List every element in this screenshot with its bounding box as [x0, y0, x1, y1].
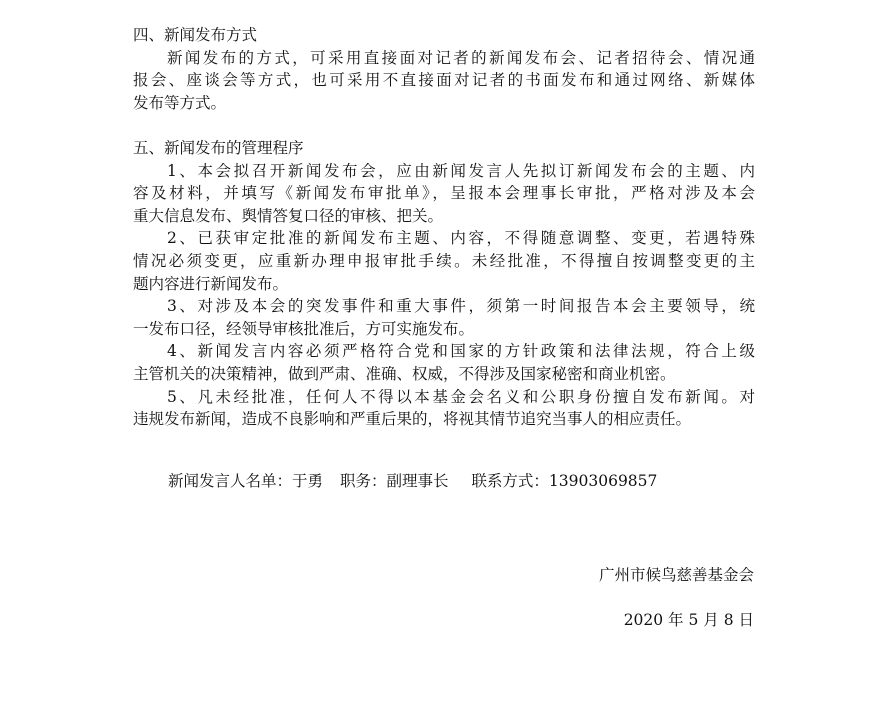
spacer [133, 114, 755, 137]
paragraph-line: 违规发布新闻，造成不良影响和严重后果的，将视其情节追究当事人的相应责任。 [133, 410, 692, 429]
spokesperson-contact: 联系方式：13903069857 [471, 472, 658, 490]
paragraph-line: 发布等方式。 [133, 93, 227, 112]
section-heading-4: 四、新闻发布方式 [133, 26, 258, 44]
paragraph-line: 3、对涉及本会的突发事件和重大事件，须第一时间报告本会主要领导，统 [167, 297, 755, 316]
paragraph-line: 重大信息发布、舆情答复口径的审核、把关。 [133, 206, 444, 225]
paragraph-line: 一发布口径，经领导审核批准后，方可实施发布。 [133, 319, 475, 338]
paragraph-line: 5、凡未经批准，任何人不得以本基金会名义和公职身份擅自发布新闻。对 [167, 387, 755, 406]
paragraph-line: 情况必须变更，应重新办理申报审批手续。未经批准，不得擅自按调整变更的主 [133, 251, 755, 270]
document-date: 2020 年 5 月 8 日 [623, 611, 754, 629]
document-body [133, 24, 755, 431]
paragraph-line: 报会、座谈会等方式，也可采用不直接面对记者的书面发布和通过网络、新媒体 [133, 71, 755, 90]
paragraph-line: 主管机关的决策精神，做到严肃、准确、权威，不得涉及国家秘密和商业机密。 [133, 364, 676, 383]
organization-name: 广州市候鸟慈善基金会 [598, 566, 754, 584]
paragraph-line: 2、已获审定批准的新闻发布主题、内容，不得随意调整、变更，若遇特殊 [167, 229, 755, 248]
paragraph-line: 新闻发布的方式，可采用直接面对记者的新闻发布会、记者招待会、情况通 [167, 48, 755, 67]
paragraph-line: 4、新闻发言内容必须严格符合党和国家的方针政策和法律法规，符合上级 [167, 342, 755, 361]
paragraph-line: 1、本会拟召开新闻发布会，应由新闻发言人先拟订新闻发布会的主题、内 [167, 161, 755, 180]
section-heading-5: 五、新闻发布的管理程序 [133, 138, 304, 157]
paragraph-line: 容及材料，并填写《新闻发布审批单》，呈报本会理事长审批，严格对涉及本会 [133, 184, 755, 203]
spokesperson-role: 职务：副理事长 [339, 472, 449, 490]
paragraph-line: 题内容进行新闻发布。 [133, 274, 289, 293]
spokesperson-line [168, 470, 657, 492]
spokesperson-name: 新闻发言人名单：于勇 [168, 472, 324, 490]
